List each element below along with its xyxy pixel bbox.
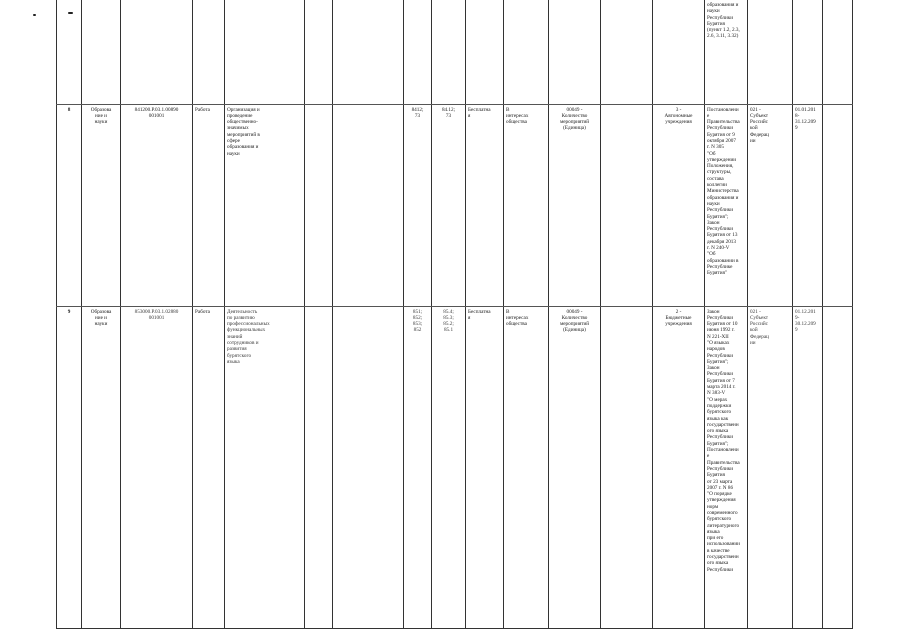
service-kind-cell: Работа [193, 104, 225, 306]
row-number: 9 [57, 306, 82, 628]
table-cell [404, 0, 432, 104]
table-cell [305, 0, 333, 104]
activity-area-cell: Образова ние и науки [82, 306, 121, 628]
table-cell [504, 0, 549, 104]
table-cell [225, 0, 305, 104]
table-cell [333, 0, 404, 104]
table-cell [432, 0, 466, 104]
legal-basis-cell: Закон Республики Бурятия от 10 июня 1992 г. N 221-XII "О языках народов Республики Бурятия"; Закон Республики Бурятия от 7 марта 2014 г. N 383-V "О мерах поддержки бурятского языка как государственн ого языка Республики Бурятия"; Постановлени е Правительства Республики Бурятия от 23 марта 2007 г. N 86 "О порядке утверждения норм современного бурятского литературного языка при его использовании в качестве государственн ого языка Республики [705, 306, 748, 628]
okved-code-cell: 851; 852; 853; 852 [404, 306, 432, 628]
table-cell [305, 306, 333, 628]
institution-type-cell: 3 - Автономные учреждения [653, 104, 705, 306]
activity-area-cell: Образова ние и науки [82, 104, 121, 306]
table-cell [823, 0, 853, 104]
table-cell [466, 0, 504, 104]
registry-table [56, 0, 853, 629]
table-row [57, 104, 853, 306]
payment-cell: Бесплатна я [466, 306, 504, 628]
table-cell [305, 104, 333, 306]
indicator-cell: 00049 - Количество мероприятий (Единица) [549, 104, 601, 306]
table-cell [333, 306, 404, 628]
institution-type-cell: 2 - Бюджетные учреждения [653, 306, 705, 628]
okved2-code-cell: 85.4; 85.3; 85.2; 85.1 [432, 306, 466, 628]
interest-cell: В интересах общества [504, 306, 549, 628]
budget-level-cell: 021 - Субъект Российс кой Федерац ии [748, 306, 793, 628]
table-cell [601, 104, 653, 306]
service-name-cell: Деятельность по развитию профессиональных функциональных знаний сотрудников и развития бурятского языка [225, 306, 305, 628]
service-kind-cell: Работа [193, 306, 225, 628]
table-row [57, 306, 853, 628]
legal-basis-cell: образования и науки Республики Бурятия (пункт 1.2, 2.3, 2.6, 3.11, 3.32) [705, 0, 748, 104]
table-cell [121, 0, 193, 104]
table-cell [549, 0, 601, 104]
scan-mark [33, 14, 36, 16]
payment-cell: Бесплатна я [466, 104, 504, 306]
table-cell [793, 0, 823, 104]
row-number: 8 [57, 104, 82, 306]
service-name-cell: Организация и проведение общественно- значимых мероприятий в сфере образования и науки [225, 104, 305, 306]
registry-code-cell: 841200.Р.03.1.00890 001001 [121, 104, 193, 306]
table-cell [601, 306, 653, 628]
table-cell [823, 104, 853, 306]
okved-code-cell: 8412; 73 [404, 104, 432, 306]
indicator-cell: 00049 - Количество мероприятий (Единица) [549, 306, 601, 628]
table-cell [653, 0, 705, 104]
validity-dates-cell: 01.01.201 8- 31.12.209 9 [793, 104, 823, 306]
table-row [57, 0, 853, 104]
table-cell [601, 0, 653, 104]
table-cell [333, 104, 404, 306]
table-cell [57, 0, 82, 104]
okved2-code-cell: 84.12; 73 [432, 104, 466, 306]
interest-cell: В интересах общества [504, 104, 549, 306]
validity-dates-cell: 01.12.201 9- 30.12.209 9 [793, 306, 823, 628]
legal-basis-cell: Постановлени е Правительства Республики Бурятия от 9 октября 2007 г. N 305 "Об утверждении Положения, структуры, состава коллегии Министерства образования и науки Республики Бурятия"; Закон Республики Бурятия от 13 декабря 2013 г. N 240-V "Об образовании в Республике Бурятия" [705, 104, 748, 306]
budget-level-cell: 021 - Субъект Российс кой Федерац ии [748, 104, 793, 306]
table-cell [193, 0, 225, 104]
table-cell [823, 306, 853, 628]
registry-code-cell: 853000.Р.03.1.02880 001001 [121, 306, 193, 628]
table-cell [82, 0, 121, 104]
table-cell [748, 0, 793, 104]
